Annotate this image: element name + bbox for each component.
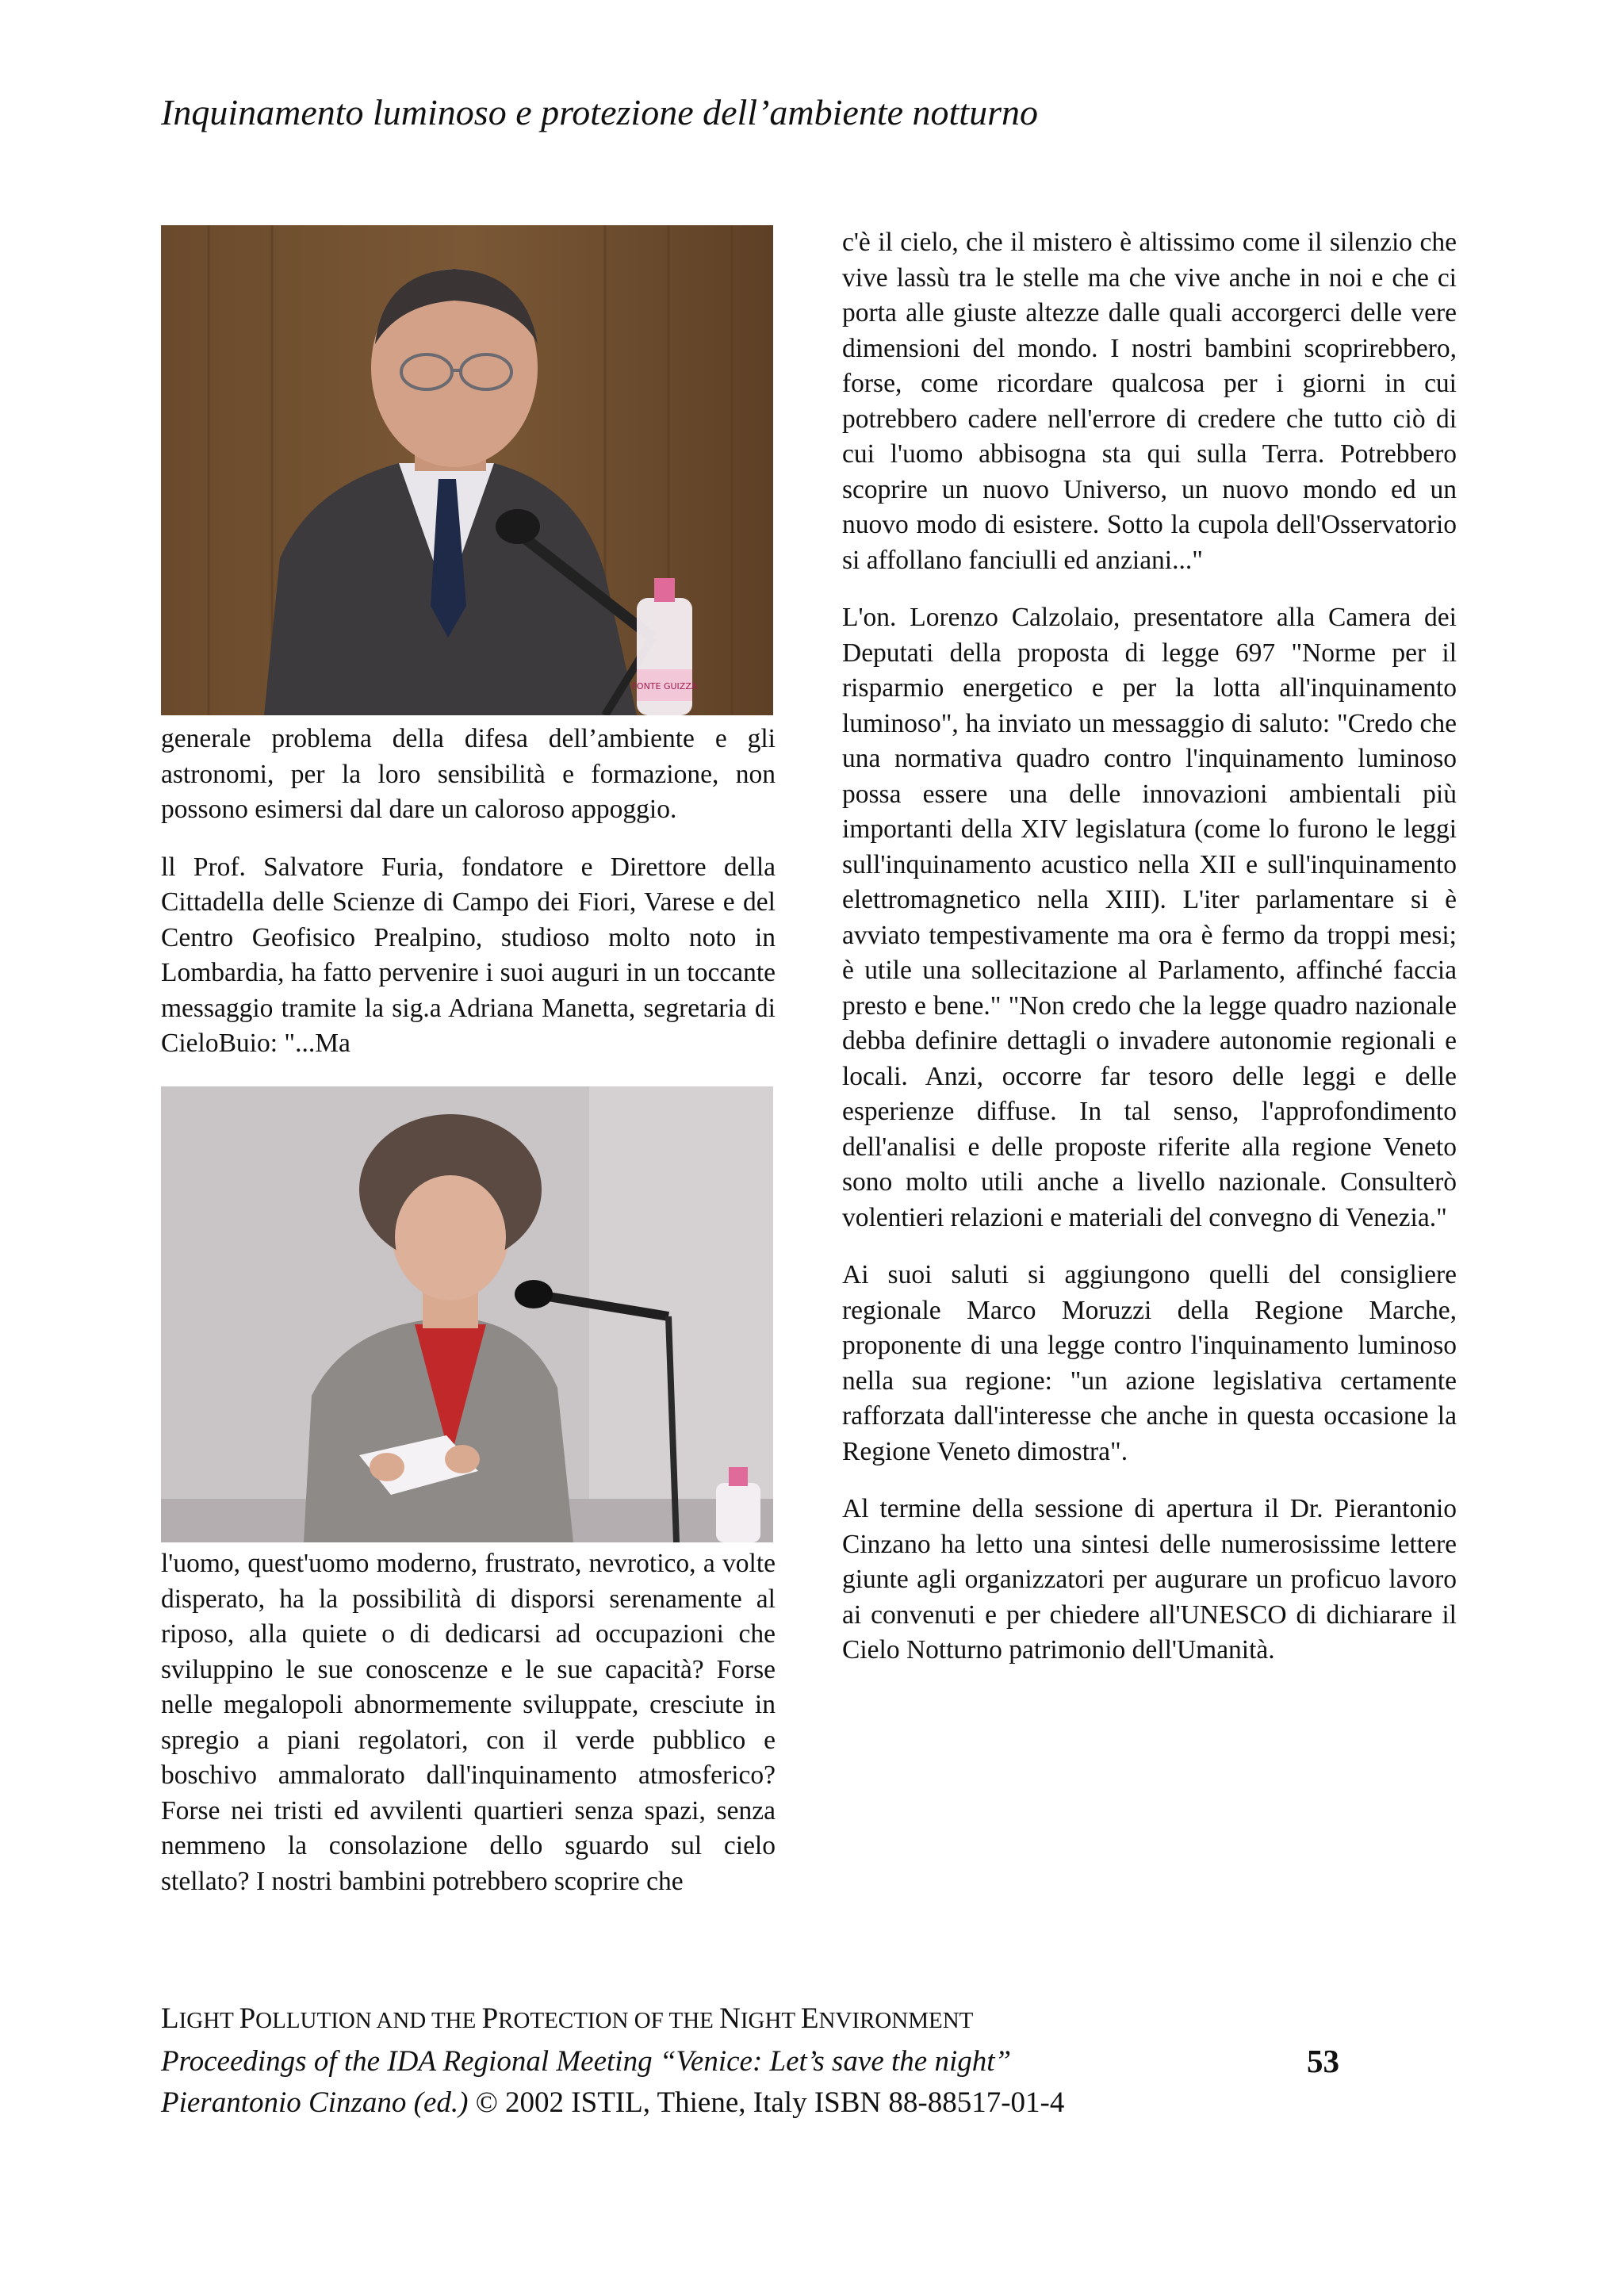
paragraph: Al termine della sessione di apertura il Dr. Pierantonio Cinzano ha letto una sintesi delle numerosissime lettere giunte agli organizzatori per augurare un proficuo lavoro ai convenuti e per chiedere all'UNESCO di dichiarare il Cielo Notturno patrimonio dell'Umanità. [842,1494,1457,1665]
page-number: 53 [1307,2043,1339,2079]
bottle-label: FONTE GUIZZA [631,681,698,692]
left-column-block-2 [161,1546,776,1899]
photo-speaker-woman [161,1086,773,1542]
running-header: Inquinamento luminoso e protezione dell’ambiente notturno [161,92,1038,132]
paragraph: ll Prof. Salvatore Furia, fondatore e Direttore della Cittadella delle Scienze di Campo dei Fiori, Varese e del Centro Geofisico Prealpino, studioso molto noto in Lombardia, ha fatto pervenire i suoi auguri in un toccante messaggio tramite la sig.a Adriana Manetta, segretaria di CieloBuio: "...Ma [161,852,776,1058]
paragraph: L'on. Lorenzo Calzolaio, presentatore alla Camera dei Deputati della proposta di legge 697 "Norme per il risparmio energetico e per la lotta all'inquinamento luminoso", ha inviato un messaggio di saluto: "Credo che una normativa quadro contro l'inquinamento luminoso possa essere una delle innovazioni ambientali più importanti della XIV legislatura (come lo furono le leggi sull'inquinamento acustico nella XII e sull'inquinamento elettromagnetico nella XIII). L'iter parlamentare si è avviato tempestivamente ma ora è fermo da troppi mesi; è utile una sollecitazione al Parlamento, affinché faccia presto e bene." "Non credo che la legge quadro nazionale debba definire dettagli o invadere autonomie regionali e locali. Anzi, occorre far tesoro delle leggi e delle esperienze diffuse. In tal senso, l'approfondimento dell'analisi e delle proposte riferite alla regione Veneto sono molto utili anche a livello nazionale. Consulterò volentieri relazioni e materiali del convegno di Venezia." [842,603,1457,1232]
footer-proceedings: Proceedings of the IDA Regional Meeting “Venice: Let’s save the night” [161,2045,1012,2078]
footer-series-title: LIGHT POLLUTION AND THE PROTECTION OF THE NIGHT ENVIRONMENT [161,2002,974,2035]
paragraph: Ai suoi saluti si aggiungono quelli del consigliere regionale Marco Moruzzi della Regione Marche, proponente di una legge contro l'inquinamento luminoso nella sua regione: "un azione legislativa certamente rafforzata dall'interesse che anche in questa occasione la Regione Veneto dimostra". [842,1260,1457,1466]
paragraph: c'è il cielo, che il mistero è altissimo come il silenzio che vive lassù tra le stelle ma che vive anche in noi e che ci porta alle giuste altezze dalle quali accorgerci delle vere dimensioni del mondo. I nostri bambini scoprirebbero, forse, come ricordare qualcosa per i giorni in cui potrebbero cadere nell'errore di credere che tutto ciò di cui l'uomo abbisogna sta qui sulla Terra. Potrebbero scoprire un nuovo Universo, un nuovo mondo ed un nuovo modo di esistere. Sotto la cupola dell'Osservatorio si affollano fanciulli ed anziani..." [842,228,1457,575]
paragraph: generale problema della difesa dell’ambiente e gli astronomi, per la loro sensibilità e formazione, non possono esimersi dal dare un caloroso appoggio. [161,724,776,824]
footer-copyright: Pierantonio Cinzano (ed.) © 2002 ISTIL, Thiene, Italy ISBN 88-88517-01-4 [161,2086,1065,2119]
footer [161,1998,1366,2124]
right-column [842,225,1457,1668]
left-column-block-1 [161,722,776,1062]
photo-speaker-man [161,225,773,715]
paragraph: l'uomo, quest'uomo moderno, frustrato, nevrotico, a volte disperato, ha la possibilità di disporsi serenamente al riposo, alla quiete o di dedicarsi ad occupazioni che sviluppino le sue conoscenze e le sue capacità? Forse nelle megalopoli abnormemente sviluppate, cresciute in spregio a piani regolatori, con il verde pubblico e boschivo ammalorato dall'inquinamento atmosferico? Forse nei tristi ed avvilenti quartieri senza spazi, senza nemmeno la consolazione dello sguardo sul cielo stellato? I nostri bambini potrebbero scoprire che [161,1549,776,1896]
